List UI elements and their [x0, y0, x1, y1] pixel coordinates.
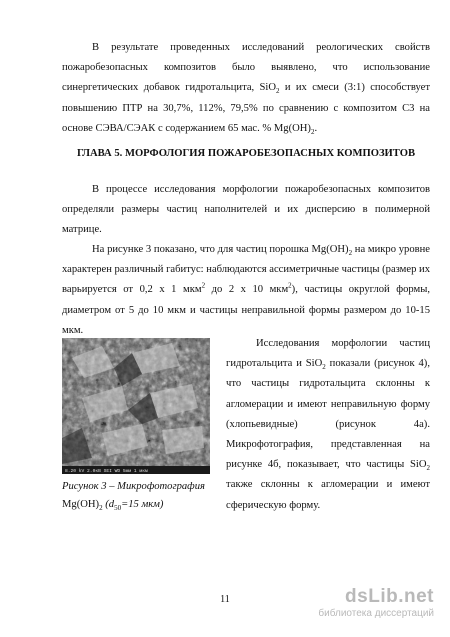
watermark-logo[interactable]: dsLib.net	[345, 586, 434, 607]
paragraph-mgoh-particles: На рисунке 3 показано, что для частиц порошка $Mg(OH)_2$ на микро уровне характерен различный габитус: наблюдаются ассиметричные частицы (размер их варьируется от 0,2 х 1 мкм$^2$ до 2 х 10 мкм$^2$), частицы округлой формы, диаметром от 5 до 10 мкм и частицы неправильной формы размером до 10-15 мкм.	[62, 244, 430, 336]
page-number: 11	[220, 594, 230, 605]
paragraph-rheology-results: В результате проведенных исследований реологических свойств пожаробезопасных композитов было выявлено, что использование синергетических добавок гидротальцита, SiO$_2$ и их смеси (3:1) способствует повышению ПТР на 30,7%, 112%, 79,5% по сравнению с композитом С3 на основе СЭВА/СЭАК с содержанием 65 мас. % $Mg(OH)_2$.	[62, 42, 430, 136]
dslib-watermark[interactable]	[318, 586, 434, 620]
micrograph-scale-text: 8.20 kV 2.0кВ SEI WD 5мм 1 мкм	[65, 469, 148, 474]
micrograph-image	[62, 338, 210, 474]
micrograph-svg	[62, 338, 210, 474]
figure-caption: Рисунок 3 – Микрофотография $Mg(OH)_2$ ($d_{50}=15$ мкм)	[62, 481, 205, 513]
chapter-heading: ГЛАВА 5. МОРФОЛОГИЯ ПОЖАРОБЕЗОПАСНЫХ КОМПОЗИТОВ	[76, 148, 416, 159]
watermark-subtitle: библиотека диссертаций	[318, 608, 434, 619]
paragraph-hydrotalcite-sio2: Исследования морфологии частиц гидротальцита и SiO$_2$ показали (рисунок 4), что частицы гидротальцита склонны к агломерации и имеют неправильную форму (хлопьевидные) (рисунок 4а). Микрофотография, представленная на рисунке 4б, показывает, что частицы SiO$_2$ также склонны к агломерации и имеют сферическую форму.	[226, 338, 430, 511]
paragraph-morphology-intro: В процессе исследования морфологии пожаробезопасных композитов определяли размеры частиц наполнителей и их дисперсию в полимерной матрице.	[62, 184, 430, 236]
